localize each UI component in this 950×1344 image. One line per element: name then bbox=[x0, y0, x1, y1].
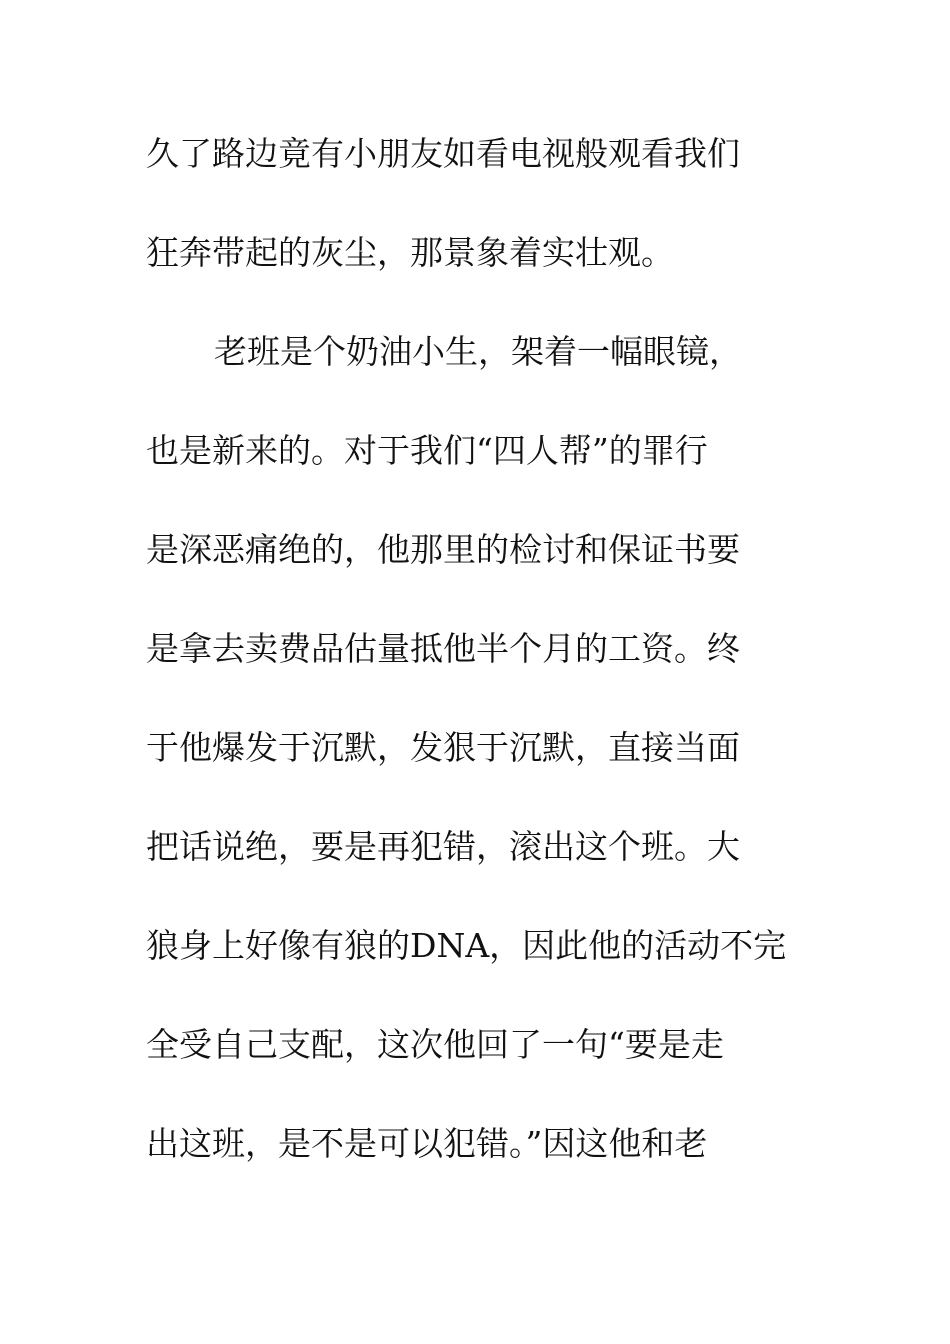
text-line: 是拿去卖费品估量抵他半个月的工资。终 bbox=[146, 629, 740, 668]
text-line: 全受自己支配，这次他回了一句“要是走 bbox=[146, 1025, 724, 1064]
text-line: 把话说绝，要是再犯错，滚出这个班。大 bbox=[146, 827, 740, 866]
text-line: 是深恶痛绝的，他那里的检讨和保证书要 bbox=[146, 530, 740, 569]
text-line: 狂奔带起的灰尘，那景象着实壮观。 bbox=[146, 233, 674, 272]
body-text bbox=[146, 129, 846, 1218]
text-line: 久了路边竟有小朋友如看电视般观看我们 bbox=[146, 134, 740, 173]
text-line: 狼身上好像有狼的DNA，因此他的活动不完 bbox=[146, 926, 787, 965]
text-line: 也是新来的。对于我们“四人帮”的罪行 bbox=[146, 431, 708, 470]
text-line: 出这班，是不是可以犯错。”因这他和老 bbox=[146, 1124, 708, 1163]
paragraph-start-line: 老班是个奶油小生，架着一幅眼镜， bbox=[214, 332, 742, 371]
text-line: 于他爆发于沉默，发狠于沉默，直接当面 bbox=[146, 728, 740, 767]
